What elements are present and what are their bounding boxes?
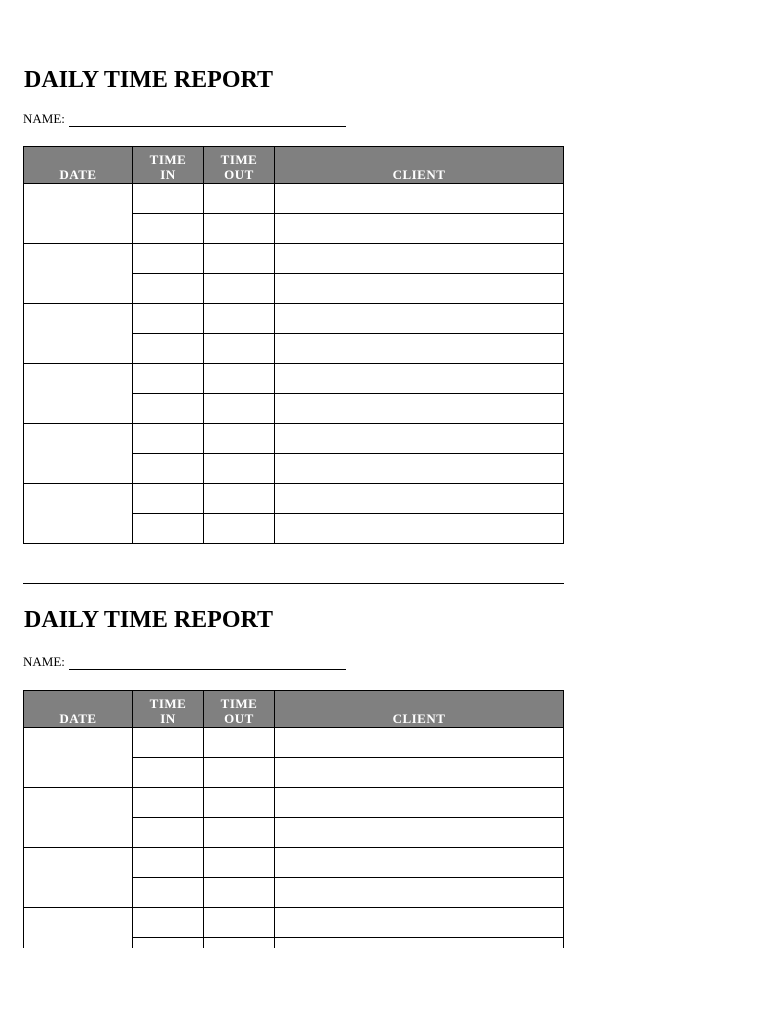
client-cell[interactable]: [275, 788, 564, 818]
time-table-body: [24, 728, 564, 949]
time-out-cell[interactable]: [204, 424, 275, 454]
time-in-cell[interactable]: [133, 334, 204, 364]
time-in-cell[interactable]: [133, 244, 204, 274]
time-out-column-header: TIME OUT: [204, 691, 275, 728]
report-title: DAILY TIME REPORT: [24, 67, 273, 93]
client-cell[interactable]: [275, 908, 564, 938]
time-out-cell[interactable]: [204, 214, 275, 244]
client-column-header: CLIENT: [275, 691, 564, 728]
date-cell[interactable]: [24, 848, 133, 908]
date-column-header: DATE: [24, 147, 133, 184]
time-in-cell[interactable]: [133, 484, 204, 514]
time-out-cell[interactable]: [204, 908, 275, 938]
time-out-cell[interactable]: [204, 788, 275, 818]
time-table: [23, 146, 564, 544]
time-in-cell[interactable]: [133, 728, 204, 758]
time-in-cell[interactable]: [133, 364, 204, 394]
time-out-cell[interactable]: [204, 364, 275, 394]
time-in-cell[interactable]: [133, 788, 204, 818]
time-out-cell[interactable]: [204, 514, 275, 544]
date-cell[interactable]: [24, 728, 133, 788]
client-cell[interactable]: [275, 244, 564, 274]
time-in-cell[interactable]: [133, 908, 204, 938]
client-cell[interactable]: [275, 304, 564, 334]
time-in-cell[interactable]: [133, 274, 204, 304]
time-in-column-header: TIME IN: [133, 147, 204, 184]
time-table-body: [24, 184, 564, 544]
time-in-cell[interactable]: [133, 454, 204, 484]
table-row: [24, 424, 564, 454]
table-row: [24, 788, 564, 818]
client-cell[interactable]: [275, 728, 564, 758]
time-out-cell[interactable]: [204, 184, 275, 214]
name-label: NAME:: [23, 111, 65, 126]
time-in-cell[interactable]: [133, 848, 204, 878]
client-cell[interactable]: [275, 184, 564, 214]
time-in-cell[interactable]: [133, 424, 204, 454]
table-row: [24, 304, 564, 334]
table-row: [24, 848, 564, 878]
date-cell[interactable]: [24, 244, 133, 304]
name-field[interactable]: [69, 114, 346, 127]
date-cell[interactable]: [24, 184, 133, 244]
table-row: [24, 728, 564, 758]
time-report-1: [23, 66, 564, 182]
time-out-cell[interactable]: [204, 848, 275, 878]
time-in-cell[interactable]: [133, 818, 204, 848]
date-cell[interactable]: [24, 484, 133, 544]
date-cell[interactable]: [24, 788, 133, 848]
time-out-cell[interactable]: [204, 484, 275, 514]
client-cell[interactable]: [275, 818, 564, 848]
date-cell[interactable]: [24, 424, 133, 484]
table-row: [24, 908, 564, 938]
time-out-cell[interactable]: [204, 728, 275, 758]
time-out-cell[interactable]: [204, 818, 275, 848]
report-title: DAILY TIME REPORT: [24, 607, 273, 633]
time-out-cell[interactable]: [204, 274, 275, 304]
client-cell[interactable]: [275, 424, 564, 454]
client-cell[interactable]: [275, 758, 564, 788]
name-row: [23, 111, 346, 127]
time-out-cell[interactable]: [204, 394, 275, 424]
table-row: [24, 484, 564, 514]
time-in-cell[interactable]: [133, 184, 204, 214]
client-cell[interactable]: [275, 334, 564, 364]
client-cell[interactable]: [275, 214, 564, 244]
name-field[interactable]: [69, 657, 346, 670]
date-cell[interactable]: [24, 364, 133, 424]
client-cell[interactable]: [275, 514, 564, 544]
table-row: [24, 244, 564, 274]
client-cell[interactable]: [275, 454, 564, 484]
time-in-cell[interactable]: [133, 214, 204, 244]
time-in-cell[interactable]: [133, 394, 204, 424]
time-out-cell[interactable]: [204, 878, 275, 908]
time-in-column-header: TIME IN: [133, 691, 204, 728]
client-cell[interactable]: [275, 848, 564, 878]
time-report-2: [23, 606, 564, 726]
time-out-column-header: TIME OUT: [204, 147, 275, 184]
client-column-header: CLIENT: [275, 147, 564, 184]
time-in-cell[interactable]: [133, 878, 204, 908]
name-row: [23, 654, 346, 670]
time-out-cell[interactable]: [204, 938, 275, 949]
table-header-row: [24, 147, 564, 184]
time-out-cell[interactable]: [204, 304, 275, 334]
name-label: NAME:: [23, 654, 65, 669]
table-header-row: [24, 691, 564, 728]
date-cell[interactable]: [24, 908, 133, 949]
time-in-cell[interactable]: [133, 514, 204, 544]
time-table: [23, 690, 564, 948]
time-in-cell[interactable]: [133, 938, 204, 949]
time-out-cell[interactable]: [204, 244, 275, 274]
date-column-header: DATE: [24, 691, 133, 728]
table-row: [24, 184, 564, 214]
table-clip: [23, 690, 566, 948]
client-cell[interactable]: [275, 878, 564, 908]
client-cell[interactable]: [275, 938, 564, 949]
client-cell[interactable]: [275, 484, 564, 514]
section-divider: [23, 583, 564, 584]
client-cell[interactable]: [275, 364, 564, 394]
time-in-cell[interactable]: [133, 304, 204, 334]
time-in-cell[interactable]: [133, 758, 204, 788]
client-cell[interactable]: [275, 274, 564, 304]
time-out-cell[interactable]: [204, 758, 275, 788]
client-cell[interactable]: [275, 394, 564, 424]
date-cell[interactable]: [24, 304, 133, 364]
table-row: [24, 364, 564, 394]
time-out-cell[interactable]: [204, 454, 275, 484]
time-out-cell[interactable]: [204, 334, 275, 364]
